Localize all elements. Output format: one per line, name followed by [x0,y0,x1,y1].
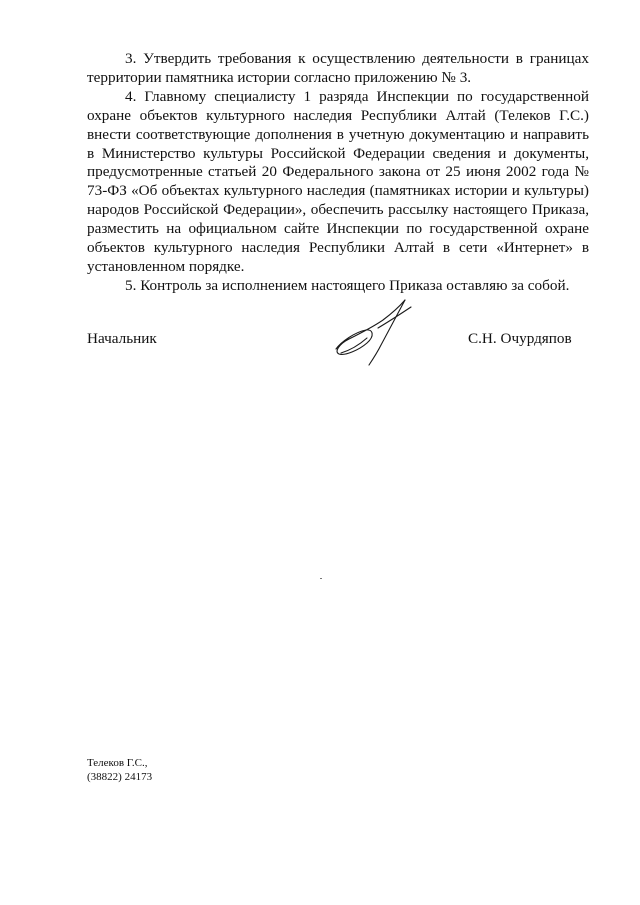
scan-speck [320,578,322,579]
signature-block [0,295,640,375]
handwritten-signature [333,295,419,367]
paragraph-3: 3. Утвердить требования к осуществлению деятельности в границах территории памятника истории согласно приложению № 3. [87,50,589,86]
paragraph-5: 5. Контроль за исполнением настоящего Приказа оставляю за собой. [125,276,570,294]
executor-phone: (38822) 24173 [87,770,153,783]
signatory-title: Начальник [87,330,157,347]
executor-name: Телеков Г.С., [87,757,148,769]
executor-contact [87,757,152,784]
document-body [87,50,589,296]
paragraph-4: 4. Главному специалисту 1 разряда Инспекции по государственной охране объектов культурного наследия Республики Алтай (Телеков Г.С.) внести соответствующие дополнения в учетную документацию и направить в Министерство культуры Российской Федерации сведения и документы, предусмотренные статьей 20 Федерального закона от 25 июня 2002 года № 73-ФЗ «Об объектах культурного наследия (памятниках истории и культуры) народов Российской Федерации», обеспечить рассылку настоящего Приказа, разместить на официальном сайте Инспекции по государственной охране объектов культурного наследия Республики Алтай в сети «Интернет» в установленном порядке. [87,87,589,275]
signatory-name: С.Н. Очурдяпов [468,330,572,347]
